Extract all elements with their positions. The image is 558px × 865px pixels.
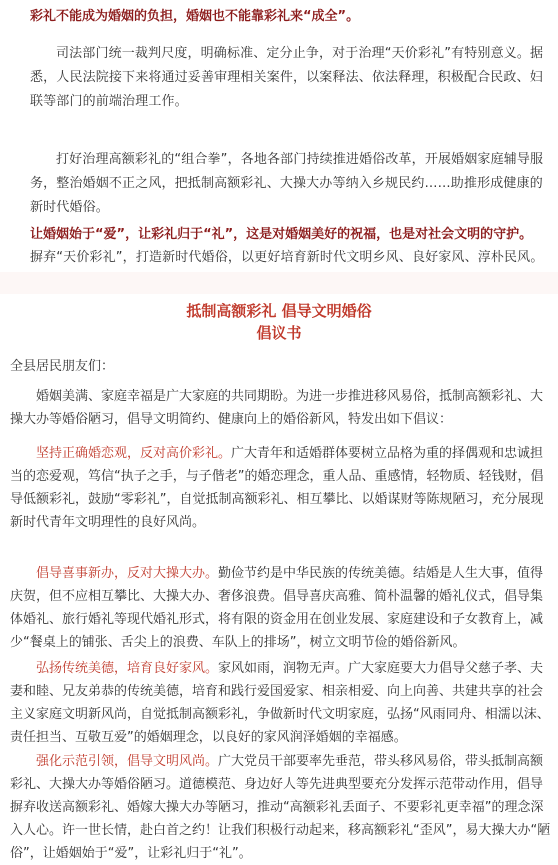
proposal-subtitle: 倡议书	[256, 324, 302, 342]
proposal-item-heading: 弘扬传统美德，培育良好家风。	[36, 661, 219, 676]
proposal-item-heading: 倡导喜事新办，反对大操大办。	[36, 566, 219, 581]
salutation: 全县居民朋友们：	[10, 359, 115, 374]
proposal-intro: 婚姻美满、家庭幸福是广大家庭的共同期盼。为进一步推进移风易俗，抵制高额彩礼、大操大办等婚俗陋习，倡导文明简约、健康向上的婚俗新风，特发出如下倡议：	[10, 389, 544, 427]
paragraph-combination: 打好治理高额彩礼的“组合拳”，各地各部门持续推进婚俗改革，开展婚姻家庭辅导服务，整治婚姻不正之风，把抵制高额彩礼、大操大办等纳入乡规民约……助推形成健康的新时代婚俗。	[30, 152, 544, 215]
proposal-title: 抵制高额彩礼 倡导文明婚俗	[186, 302, 372, 320]
section-divider	[0, 272, 558, 294]
proposal-item-2	[10, 562, 552, 654]
proposal-item-1	[10, 442, 552, 534]
proposal-item-text: 广大青年和适婚群体要树立品格为重的择偶观和忠诚担当的恋爱观，笃信“执子之手，与子偕老”的婚恋理念，重人品、重感情，轻物质、轻钱财，倡导低额彩礼，鼓励“零彩礼”，自觉抵制高额彩礼、相互攀比、以婚谋财等陈规陋习，充分展现新时代青年文明理性的良好风尚。	[10, 446, 544, 530]
lead-sentence-2: 让婚姻始于“爱”，让彩礼归于“礼”，这是对婚姻美好的祝福，也是对社会文明的守护。	[30, 227, 533, 242]
paragraph-new-customs: 摒弃“天价彩礼”，打造新时代婚俗，以更好培育新时代文明乡风、良好家风、淳朴民风。	[30, 250, 544, 265]
proposal-item-text: 广大党员干部要率先垂范，带头移风易俗，带头抵制高额彩礼、大操大办等婚俗陋习。道德模范、身边好人等先进典型要充分发挥示范带动作用，倡导摒弃收送高额彩礼、婚嫁大操大办等陋习，推动“高额彩礼丢面子、不要彩礼更幸福”的理念深入人心。许一世长情，赴白首之约！让我们积极行动起来，移高额彩礼“歪风”，易大操大办“陋俗”，让婚姻始于“爱”，让彩礼归于“礼”。	[10, 754, 551, 861]
proposal-item-text: 家风如雨，润物无声。广大家庭要大力倡导父慈子孝、夫妻和睦、兄友弟恭的传统美德，培育和践行爱国爱家、相亲相爱、向上向善、共建共享的社会主义家庭文明新风尚，自觉抵制高额彩礼，争做新时代文明家庭，弘扬“风雨同舟、相濡以沫、责任担当、互敬互爱”的婚姻理念，以良好的家风润泽婚姻的幸福感。	[10, 661, 550, 745]
paragraph-judicial: 司法部门统一裁判尺度，明确标准、定分止争，对于治理“天价彩礼”有特别意义。据悉，人民法院接下来将通过妥善审理相关案件，以案释法、依法释理，积极配合民政、妇联等部门的前端治理工作。	[30, 46, 544, 109]
proposal-item-heading: 坚持正确婚恋观，反对高价彩礼。	[36, 446, 232, 461]
proposal-item-text: 勤俭节约是中华民族的传统美德。结婚是人生大事，值得庆贺，但不应相互攀比、大操大办、奢侈浪费。倡导喜庆高雅、简朴温馨的婚礼仪式，倡导集体婚礼、旅行婚礼等现代婚礼形式，将有限的资金用在创业发展、家庭建设和子女教育上，减少“餐桌上的铺张、舌尖上的浪费、车队上的排场”，树立文明节俭的婚俗新风。	[10, 566, 544, 650]
proposal-item-4	[10, 750, 552, 865]
proposal-item-3	[10, 657, 552, 749]
lead-sentence: 彩礼不能成为婚姻的负担，婚姻也不能靠彩礼来“成全”。	[30, 9, 360, 24]
proposal-item-heading: 强化示范引领，倡导文明风尚。	[36, 754, 219, 769]
